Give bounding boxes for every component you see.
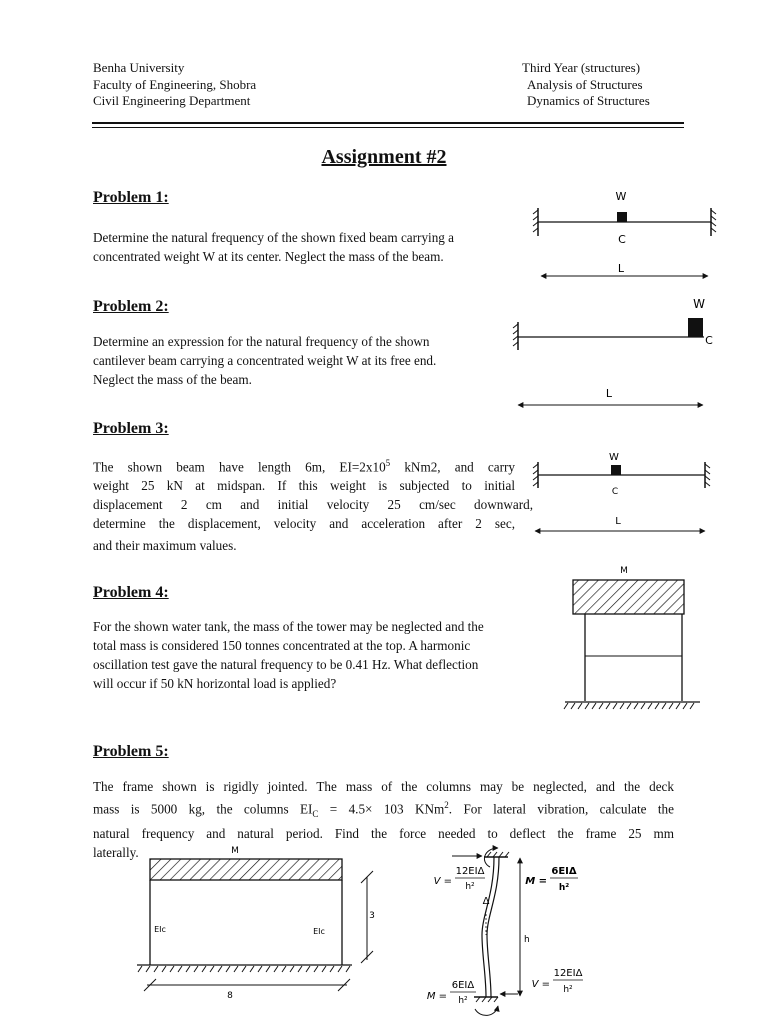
right-column-label: EIc: [313, 927, 325, 936]
weight-block: [688, 318, 703, 337]
mass-label: M: [620, 566, 628, 576]
point-label: C: [618, 233, 626, 246]
problem-1-line: Determine the natural frequency of the shown fixed beam carrying a: [93, 230, 455, 245]
problem-2-line: cantilever beam carrying a concentrated weight W at its free end.: [93, 353, 437, 368]
point-label: C: [705, 334, 713, 347]
m-bottom-denominator: h²: [458, 996, 468, 1006]
weight-block: [617, 212, 627, 222]
course-name: Analysis of Structures: [527, 76, 643, 92]
v-top-label: V =: [433, 876, 452, 887]
problem-1-figure: [533, 190, 716, 276]
v-top-denominator: h²: [465, 882, 475, 892]
height-label: 3: [369, 911, 375, 921]
left-column-label: EIc: [154, 925, 166, 934]
problem-3-line: weight 25 kN at midspan. If this weight is subjected to initial: [93, 478, 515, 494]
point-label: C: [611, 487, 619, 497]
mass-label: M: [231, 846, 239, 856]
h-label: h: [524, 935, 530, 945]
weight-label: W: [693, 297, 705, 311]
weight-label: W: [609, 452, 619, 463]
problem-4-heading: Problem 4:: [93, 584, 169, 601]
problem-4-line: oscillation test gave the natural frequency to be 0.41 Hz. What deflection: [93, 657, 479, 672]
page-title: Assignment #2: [321, 146, 447, 168]
problem-4-figure: [564, 566, 700, 709]
problem-5-frame-figure: [137, 846, 375, 1001]
problem-5-line: The frame shown is rigidly jointed. The mass of the columns may be neglected, and the deck: [93, 779, 674, 794]
problem-3-line: The shown beam have length 6m, $EI=2x10^5$ kNm2, and carry: [93, 458, 516, 475]
year-label: Third Year (structures): [522, 60, 641, 75]
problem-2-figure: [513, 297, 713, 405]
problem-1-line: concentrated weight W at its center. Neglect the mass of the beam.: [93, 249, 444, 264]
problem-5-heading: Problem 5:: [93, 743, 169, 760]
problem-5-column-figure: [427, 848, 583, 1015]
problem-4-line: total mass is considered 150 tonnes concentrated at the top. A harmonic: [93, 638, 471, 653]
weight-block: [611, 465, 621, 475]
problem-3-line: determine the displacement, velocity and acceleration after 2 sec,: [93, 516, 515, 532]
v-bottom-label: V =: [531, 979, 550, 990]
tank-mass: [573, 580, 684, 614]
problem-5-line: mass is 5000 kg, the columns $EI_C = 4.5\times 103$ KNm$^2$. For lateral vibration, calculate the: [93, 800, 674, 820]
ground-hatch: [564, 703, 694, 709]
weight-label: W: [615, 190, 627, 203]
problem-2-line: Determine an expression for the natural frequency of the shown: [93, 334, 430, 349]
problem-5-line: natural frequency and natural period. Find the force needed to deflect the frame 25 mm: [93, 826, 674, 842]
m-bottom-label: M =: [426, 991, 447, 1002]
problem-3-figure: [533, 452, 710, 531]
problem-3-heading: Problem 3:: [93, 420, 169, 437]
problem-4-line: will occur if 50 kN horizontal load is applied?: [93, 676, 337, 691]
v-bottom-denominator: h²: [563, 985, 573, 995]
m-top-label: M =: [525, 876, 547, 887]
m-bottom-numerator: 6EIΔ: [451, 980, 475, 991]
problem-3-line: and their maximum values.: [93, 538, 237, 554]
problem-3-line: displacement 2 cm and initial velocity 25 cm/sec downward,: [93, 497, 533, 513]
v-top-numerator: 12EIΔ: [455, 866, 485, 877]
length-label: L: [617, 262, 625, 275]
v-bottom-numerator: 12EIΔ: [553, 968, 583, 979]
problem-2-heading: Problem 2:: [93, 298, 169, 315]
length-label: L: [605, 387, 613, 400]
problem-2-line: Neglect the mass of the beam.: [93, 372, 252, 387]
subject-name: Dynamics of Structures: [527, 93, 650, 108]
faculty-name: Faculty of Engineering, Shobra: [93, 76, 257, 92]
university-name: Benha University: [93, 60, 185, 75]
problem-1-heading: Problem 1:: [93, 189, 169, 206]
m-top-denominator: h²: [558, 883, 570, 893]
problem-4-line: For the shown water tank, the mass of the tower may be neglected and the: [93, 619, 484, 634]
m-top-numerator: 6EIΔ: [551, 866, 577, 877]
ground-hatch: [138, 966, 350, 972]
length-label: L: [615, 516, 621, 527]
deck-mass: [150, 859, 342, 880]
problem-5-line: laterally.: [93, 845, 139, 861]
department-name: Civil Engineering Department: [93, 93, 251, 108]
span-label: 8: [227, 991, 233, 1001]
delta-label: Δ: [482, 896, 490, 907]
